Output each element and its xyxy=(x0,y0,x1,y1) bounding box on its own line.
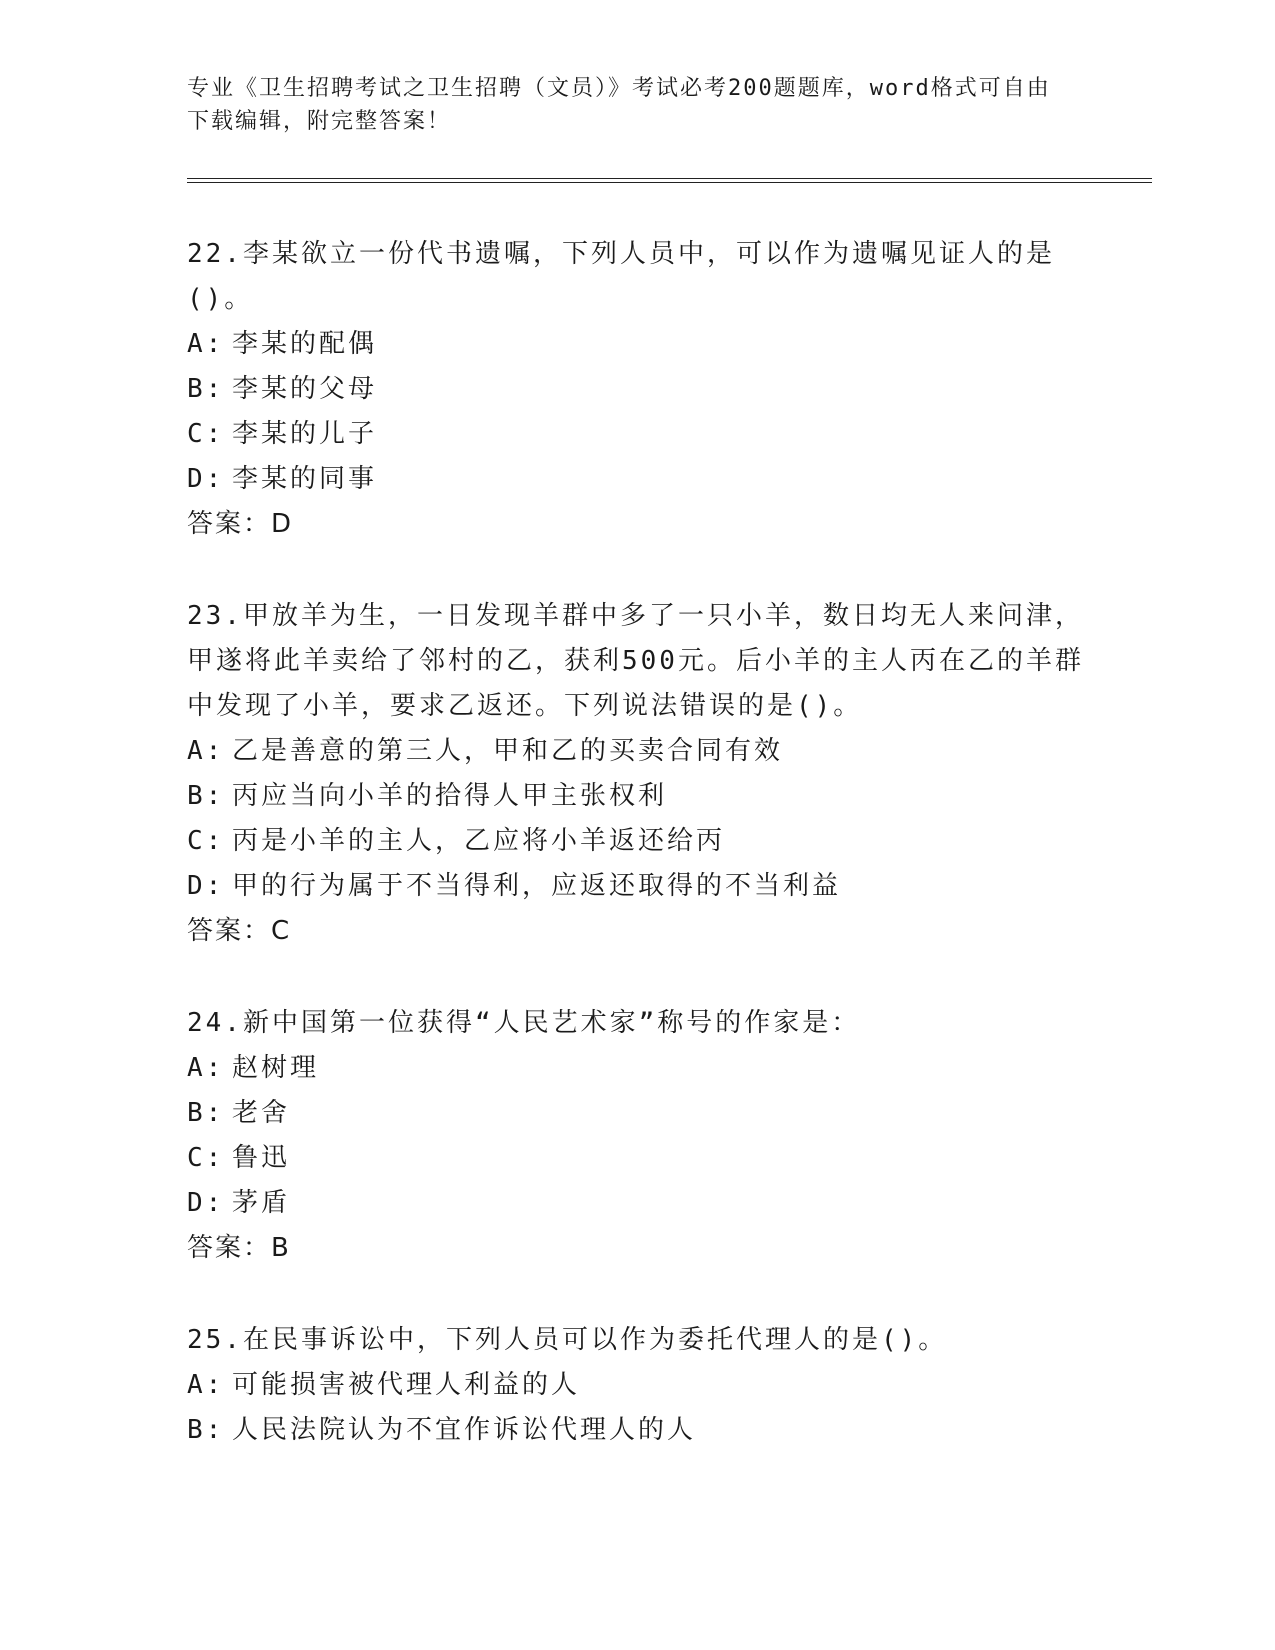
question-22 xyxy=(187,232,1087,547)
option-text: 李某的配偶 xyxy=(232,329,378,359)
option-b xyxy=(187,1091,1087,1136)
option-letter: C: xyxy=(187,1143,225,1173)
question-list xyxy=(187,232,1087,1500)
option-text: 茅盾 xyxy=(232,1188,291,1218)
question-24 xyxy=(187,1001,1087,1271)
option-text: 老舍 xyxy=(232,1098,291,1128)
option-b xyxy=(187,367,1087,412)
option-d xyxy=(187,864,1087,909)
option-c xyxy=(187,1136,1087,1181)
option-a xyxy=(187,729,1087,774)
option-text: 李某的儿子 xyxy=(232,419,378,449)
option-a xyxy=(187,322,1087,367)
question-23 xyxy=(187,594,1087,954)
option-b xyxy=(187,1408,1087,1453)
option-letter: B: xyxy=(187,374,225,404)
question-stem: 22.李某欲立一份代书遗嘱，下列人员中，可以作为遗嘱见证人的是()。 xyxy=(187,239,1055,314)
option-letter: B: xyxy=(187,1415,225,1445)
option-letter: B: xyxy=(187,781,225,811)
option-d xyxy=(187,1181,1087,1226)
document-header-intro: 专业《卫生招聘考试之卫生招聘（文员）》考试必考200题题库，word格式可自由下载编辑，附完整答案！ xyxy=(187,76,1051,134)
option-text: 甲的行为属于不当得利，应返还取得的不当利益 xyxy=(232,871,842,901)
answer-line: 答案：C xyxy=(187,916,292,946)
option-a xyxy=(187,1046,1087,1091)
answer-line: 答案：B xyxy=(187,1233,291,1263)
option-text: 李某的父母 xyxy=(232,374,378,404)
option-text: 丙是小羊的主人，乙应将小羊返还给丙 xyxy=(232,826,726,856)
option-text: 人民法院认为不宜作诉讼代理人的人 xyxy=(232,1415,697,1445)
option-a xyxy=(187,1363,1087,1408)
header-double-rule xyxy=(187,178,1152,183)
option-letter: A: xyxy=(187,1053,225,1083)
option-text: 丙应当向小羊的拾得人甲主张权利 xyxy=(232,781,668,811)
option-text: 可能损害被代理人利益的人 xyxy=(232,1370,581,1400)
option-text: 鲁迅 xyxy=(232,1143,291,1173)
option-letter: D: xyxy=(187,871,225,901)
option-letter: C: xyxy=(187,419,225,449)
option-text: 李某的同事 xyxy=(232,464,378,494)
answer-line: 答案：D xyxy=(187,509,294,539)
question-stem: 25.在民事诉讼中，下列人员可以作为委托代理人的是()。 xyxy=(187,1325,948,1355)
option-letter: C: xyxy=(187,826,225,856)
option-d xyxy=(187,457,1087,502)
question-stem: 23.甲放羊为生，一日发现羊群中多了一只小羊，数日均无人来问津，甲遂将此羊卖给了邻村的乙，获利500元。后小羊的主人丙在乙的羊群中发现了小羊，要求乙返还。下列说法错误的是()。 xyxy=(187,601,1084,721)
question-stem: 24.新中国第一位获得“人民艺术家”称号的作家是： xyxy=(187,1008,861,1038)
option-letter: A: xyxy=(187,329,225,359)
option-text: 赵树理 xyxy=(232,1053,320,1083)
option-b xyxy=(187,774,1087,819)
option-letter: A: xyxy=(187,1370,225,1400)
option-letter: D: xyxy=(187,1188,225,1218)
option-letter: B: xyxy=(187,1098,225,1128)
option-c xyxy=(187,819,1087,864)
question-25 xyxy=(187,1318,1087,1453)
option-text: 乙是善意的第三人，甲和乙的买卖合同有效 xyxy=(232,736,784,766)
option-letter: A: xyxy=(187,736,225,766)
option-letter: D: xyxy=(187,464,225,494)
option-c xyxy=(187,412,1087,457)
